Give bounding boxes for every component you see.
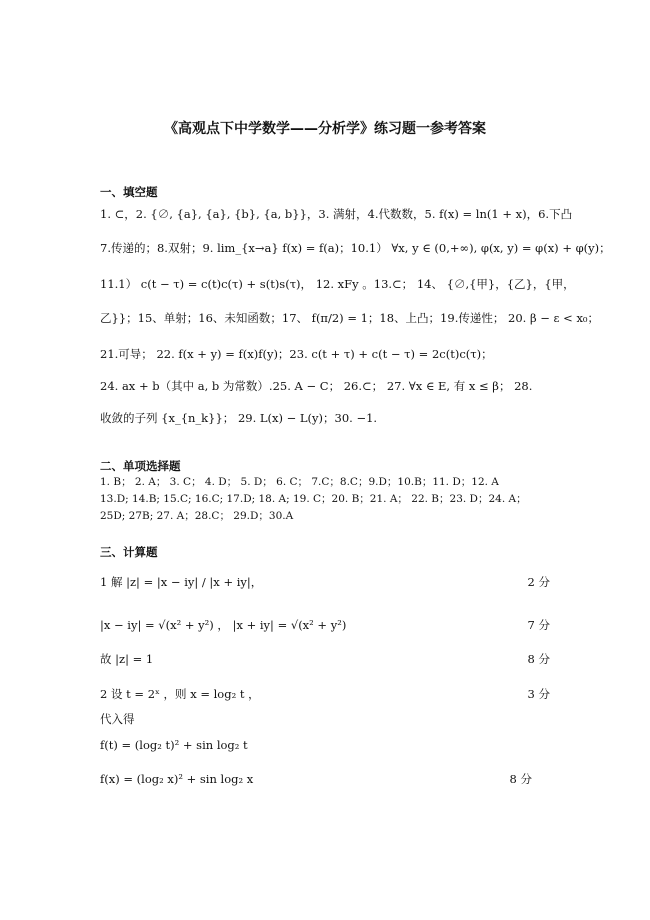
choice-line-3: 25D; 27B; 27. A；28.C； 29.D；30.A — [100, 510, 294, 522]
fill-blank-line-1: 1. ⊂，2. {∅, {a}, {a}, {b}, {a, b}}，3. 满射，4.代数数，5. f(x) = ln(1 + x)，6.下凸 — [100, 207, 573, 221]
section-choice-heading: 二、单项选择题 — [100, 459, 181, 473]
calc-score-7: 8 分 — [509, 772, 532, 786]
calc-score-1: 2 分 — [527, 575, 550, 589]
calc-score-3: 8 分 — [527, 652, 550, 666]
calc-step-7: f(x) = (log₂ x)² + sin log₂ x — [100, 772, 254, 786]
fill-blank-line-2: 7.传递的；8.双射；9. lim_{x→a} f(x) = f(a)；10.1） ∀x, y ∈ (0,+∞), φ(x, y) = φ(x) + φ(y)； — [100, 241, 611, 255]
fill-blank-line-7: 收敛的子列 {x_{n_k}}； 29. L(x) − L(y)；30. −1. — [100, 411, 378, 425]
choice-line-1: 1. B； 2. A； 3. C； 4. D； 5. D； 6. C； 7.C；8.C；9.D；10.B；11. D；12. A — [100, 476, 499, 488]
calc-step-2: |x − iy| = √(x² + y²) ， |x + iy| = √(x² + y²) — [100, 618, 347, 632]
fill-blank-line-5: 21.可导； 22. f(x + y) = f(x)f(y)；23. c(t + τ) + c(t − τ) = 2c(t)c(τ)； — [100, 347, 493, 361]
calc-step-5: 代入得 — [100, 712, 135, 726]
calc-step-6: f(t) = (log₂ t)² + sin log₂ t — [100, 738, 248, 752]
fill-blank-line-6: 24. ax + b（其中 a, b 为常数）.25. A − C； 26.⊂； 27. ∀x ∈ E, 有 x ≤ β； 28. — [100, 379, 533, 393]
calc-score-2: 7 分 — [527, 618, 550, 632]
page-title: 《高观点下中学数学——分析学》练习题一参考答案 — [164, 121, 486, 137]
calc-step-1: 1 解 |z| = |x − iy| / |x + iy|， — [100, 575, 263, 589]
choice-line-2: 13.D; 14.B; 15.C; 16.C; 17.D; 18. A; 19. C；20. B；21. A； 22. B；23. D；24. A； — [100, 493, 527, 505]
section-calc-heading: 三、计算题 — [100, 545, 158, 559]
section-fill-blank-heading: 一、填空题 — [100, 185, 158, 199]
calc-score-4: 3 分 — [527, 687, 550, 701]
fill-blank-line-3: 11.1） c(t − τ) = c(t)c(τ) + s(t)s(τ)， 12. xFy 。13.⊂； 14、 {∅,{甲}，{乙}，{甲， — [100, 277, 575, 291]
calc-step-3: 故 |z| = 1 — [100, 652, 154, 666]
calc-step-4: 2 设 t = 2ˣ ，则 x = log₂ t ， — [100, 687, 260, 701]
fill-blank-line-4: 乙}}；15、单射；16、未知函数；17、 f(π/2) = 1；18、上凸；19.传递性； 20. β − ε < x₀； — [100, 311, 600, 325]
